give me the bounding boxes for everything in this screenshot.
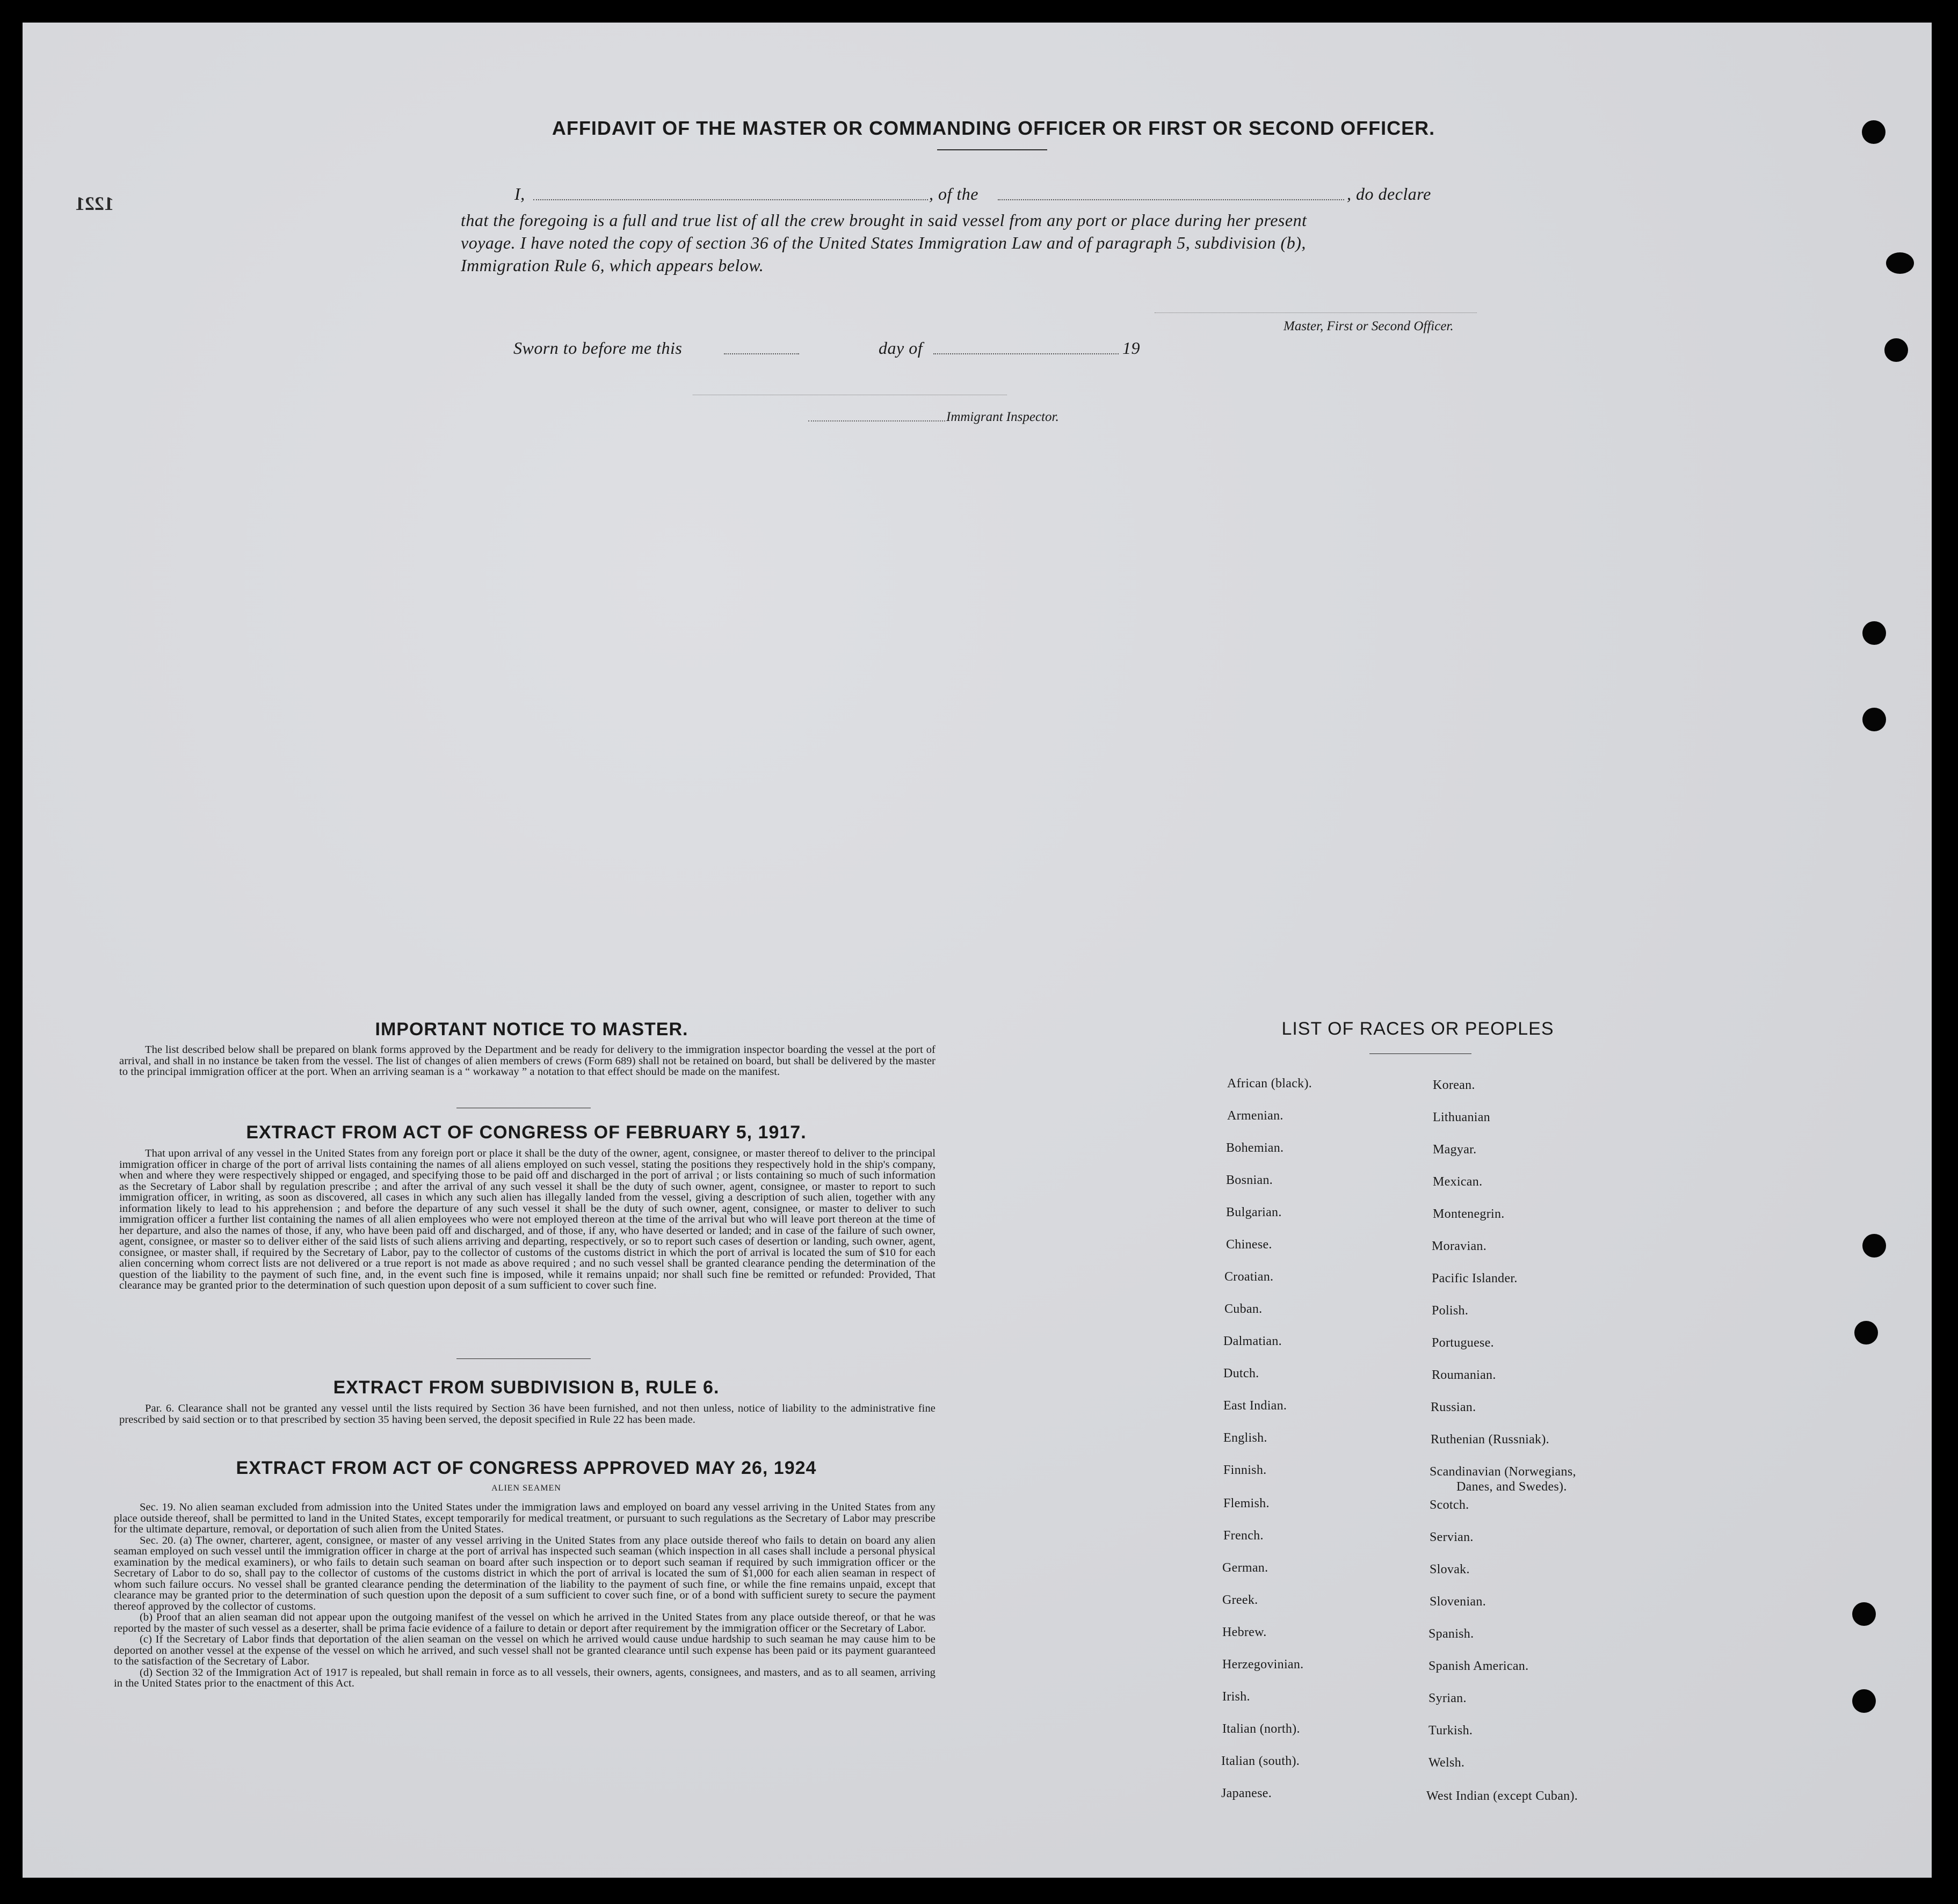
race-item: Pacific Islander. [1432, 1271, 1518, 1285]
race-item: Greek. [1222, 1593, 1258, 1607]
race-item: Turkish. [1428, 1724, 1473, 1738]
day-of-label: day of [879, 338, 923, 358]
race-item: Slovak. [1430, 1563, 1470, 1576]
race-item: Mexican. [1433, 1175, 1483, 1189]
race-item: Italian (north). [1222, 1722, 1300, 1736]
race-item: Armenian. [1227, 1109, 1283, 1123]
punch-hole [1852, 1602, 1876, 1626]
race-item: Spanish American. [1428, 1659, 1529, 1673]
race-item: Slovenian. [1430, 1595, 1486, 1609]
punch-hole [1854, 1321, 1878, 1345]
race-item: Japanese. [1221, 1786, 1272, 1800]
race-item: Cuban. [1224, 1302, 1263, 1316]
affidavit-declaration-line [461, 184, 1519, 206]
sworn-month-field[interactable] [933, 353, 1119, 354]
race-item: French. [1223, 1529, 1264, 1543]
race-item: Croatian. [1224, 1270, 1274, 1284]
race-item: Danes, and Swedes). [1456, 1480, 1567, 1494]
alien-seamen-subheading: ALIEN SEAMEN [491, 1484, 561, 1493]
notice-heading: IMPORTANT NOTICE TO MASTER. [375, 1019, 688, 1040]
punch-hole [1862, 621, 1886, 645]
affidavit-line-3: voyage. I have noted the copy of section 36 of the United States Immigration Law and of paragraph 5, subdivision (b), [461, 233, 1306, 252]
extract-1917-text: That upon arrival of any vessel in the United States from any foreign port or place it shall be the duty of the owner, agent, consignee, or master thereof to deliver to the principal immigration officer in charge of the port of arrival lists containing the names of all aliens employed on such vessel, stating the positions they respectively hold in the ship's company, when and where they were respectively shipped or engaged, and specifying those to be paid off and discharged in the port of arrival ; or lists containing so much of such information as the Secretary of Labor shall by regulation prescribe ; and after the arrival of any such vessel it shall be the duty of such owner, agent, consignee, or master to report to such immigration officer, in writing, as soon as discovered, all cases in which any such alien has illegally landed from the vessel, giving a description of such alien, together with any information likely to lead to his apprehension ; and before the departure of any such vessel it shall be the duty of such owner, agent, consignee, or master to deliver to such immigration officer a further list containing the names of all alien employees who were not employed thereon at the time of the arrival but who will leave port thereon at the time of her departure, and also the names of those, if any, who have been paid off and discharged, and of those, if any, who have deserted or landed; and in case of the failure of such owner, agent, consignee, or master so to deliver either of the said lists of such aliens arriving and departing, respectively, or so to report such cases of desertion or landing, such owner, agent, consignee, or master shall, if required by the Secretary of Labor, pay to the collector of customs of the customs district in which the port of arrival is located the sum of $10 for each alien concerning whom correct lists are not delivered or a true report is not made as above required ; and no such vessel shall be granted clearance pending the determination of the question of the liability to the payment of such fine, and, in the event such fine is imposed, while it remains unpaid; nor shall such fine be remitted or refunded: Provided, That clearance may be granted prior to the determination of such question upon deposit of a sum sufficient to cover such fine. [119, 1147, 936, 1291]
race-item: Bulgarian. [1226, 1205, 1282, 1219]
race-item: Finnish. [1223, 1463, 1267, 1477]
extract-rule6-heading: EXTRACT FROM SUBDIVISION B, RULE 6. [333, 1377, 720, 1398]
race-item: Scandinavian (Norwegians, [1430, 1465, 1576, 1479]
race-item: Syrian. [1428, 1691, 1467, 1705]
section-rule [456, 1358, 591, 1359]
race-item: Chinese. [1226, 1238, 1272, 1252]
race-item: Roumanian. [1432, 1368, 1496, 1382]
race-item: African (black). [1227, 1077, 1312, 1091]
race-item: German. [1222, 1561, 1268, 1575]
punch-hole [1862, 1234, 1886, 1258]
extract-rule6-body [119, 1403, 936, 1425]
extract-1917-body [119, 1148, 936, 1291]
sec20b-text: (b) Proof that an alien seaman did not appear upon the outgoing manifest of the vessel on which he arrived in the United States from any place outside thereof, or that he was reported by the master of such vessel as a deserter, shall be prima facie evidence of a failure to detain or deport after requirement by the immigration officer or the Secretary of Labor. [114, 1611, 936, 1634]
punch-hole [1886, 252, 1914, 274]
punch-hole [1884, 338, 1908, 362]
race-item: Montenegrin. [1433, 1207, 1505, 1221]
race-item: Welsh. [1428, 1756, 1465, 1770]
race-item: Russian. [1431, 1400, 1476, 1414]
declare-label: , do declare [1347, 184, 1431, 204]
race-item: Bohemian. [1226, 1141, 1284, 1155]
title-rule [937, 149, 1047, 150]
master-caption: Master, First or Second Officer. [1283, 319, 1454, 333]
sworn-line [461, 338, 1519, 360]
sworn-year: 19 [1122, 338, 1140, 358]
extract-rule6-text: Par. 6. Clearance shall not be granted any vessel until the lists required by Section 36 have been furnished, and not then unless, notice of liability to the administrative fine prescribed by said section or to that prescribed by section 35 having been served, the deposit specified in Rule 22 has been made. [119, 1402, 936, 1426]
sworn-day-field[interactable] [724, 353, 799, 354]
race-item: Portuguese. [1432, 1336, 1494, 1350]
sec20d-text: (d) Section 32 of the Immigration Act of 1917 is repealed, but shall remain in force as to all vessels, their owners, agents, consignees, and masters, and as to all seamen, arriving in the United States prior to the enactment of this Act. [114, 1666, 936, 1689]
race-item: Moravian. [1432, 1239, 1487, 1253]
race-item: Hebrew. [1222, 1625, 1267, 1639]
extract-1917-heading: EXTRACT FROM ACT OF CONGRESS OF FEBRUARY 5, 1917. [246, 1122, 807, 1143]
race-item: Spanish. [1428, 1627, 1474, 1641]
inspector-caption: Immigrant Inspector. [946, 410, 1059, 424]
declarant-prefix: I, [514, 184, 525, 204]
extract-1924-heading: EXTRACT FROM ACT OF CONGRESS APPROVED MAY 26, 1924 [236, 1458, 817, 1478]
extract-1924-body [114, 1502, 936, 1689]
notice-body [119, 1044, 936, 1078]
affidavit-line-2: that the foregoing is a full and true list of all the crew brought in said vessel from any port or place during her present [461, 210, 1307, 230]
vessel-name-field[interactable] [998, 199, 1344, 200]
race-item: Flemish. [1223, 1496, 1270, 1510]
race-item: Lithuanian [1433, 1110, 1490, 1124]
sec20c-text: (c) If the Secretary of Labor finds that deportation of the alien seaman on the vessel on which he arrived would cause undue hardship to such seaman he may cause him to be deported on another vessel at the expense of the vessel on which he arrived, and such vessel shall not be granted clearance until such expense has been paid or its payment guaranteed to the satisfaction of the Secretary of Labor. [114, 1633, 936, 1667]
race-item: Scotch. [1430, 1498, 1469, 1512]
race-item: Magyar. [1433, 1143, 1477, 1157]
race-item: Polish. [1432, 1304, 1469, 1318]
race-item: East Indian. [1223, 1399, 1287, 1413]
punch-hole [1852, 1689, 1876, 1713]
affidavit-line-4: Immigration Rule 6, which appears below. [461, 256, 764, 275]
race-item: Korean. [1433, 1078, 1475, 1092]
race-item: Dalmatian. [1223, 1334, 1282, 1348]
margin-stamp: 1221 [75, 193, 114, 214]
of-the-label: , of the [929, 184, 978, 204]
race-item: Bosnian. [1226, 1173, 1273, 1187]
notice-text: The list described below shall be prepared on blank forms approved by the Department and be ready for delivery to the immigration inspector boarding the vessel at the port of arrival, and shall in no instance be taken from the vessel. The list of changes of alien members of crews (Form 689) shall not be retained on board, but shall be delivered by the master to the principal immigration officer at the port. When an arriving seaman is a “ workaway ” a notation to that effect should be made on the manifest. [119, 1044, 936, 1078]
sec20a-text: Sec. 20. (a) The owner, charterer, agent, consignee, or master of any vessel arriving in the United States from any place outside thereof who fails to detain on board any alien seaman employed on such vessel until the immigration officer in charge at the port of arrival has inspected such seaman (which inspection in all cases shall include a personal physical examination by the medical examiners), or who fails to detain such seaman on board after such inspection or to deport such seaman if required by such immigration officer or the Secretary of Labor to do so, shall pay to the collector of customs of the customs district in which the port of arrival is located the sum of $1,000 for each alien seaman in respect of whom such failure occurs. No vessel shall be granted clearance pending the determination of the liability to the payment of such fine, or while the fine remains unpaid, except that clearance may be granted prior to the determination of such question upon the deposit of a sum sufficient to cover such fine, or of a bond with sufficient surety to secure the payment thereof approved by the collector of customs. [114, 1534, 936, 1612]
punch-hole [1862, 120, 1886, 144]
race-item: Irish. [1222, 1690, 1250, 1704]
race-item: West Indian (except Cuban). [1426, 1789, 1578, 1803]
races-title: LIST OF RACES OR PEOPLES [1281, 1019, 1554, 1039]
sec19-text: Sec. 19. No alien seaman excluded from admission into the United States under the immigration laws and employed on board any vessel arriving in the United States from any place outside thereof, shall be permitted to land in the United States, except temporarily for medical treatment, or pursuant to such regulations as the Secretary of Labor may prescribe for the ultimate departure, removal, or deportation of such alien from the United States. [114, 1501, 936, 1535]
declarant-name-field[interactable] [533, 199, 928, 200]
affidavit-title: AFFIDAVIT OF THE MASTER OR COMMANDING OFFICER OR FIRST OR SECOND OFFICER. [552, 117, 1435, 139]
race-item: English. [1223, 1431, 1267, 1445]
race-item: Herzegovinian. [1222, 1658, 1304, 1672]
punch-hole [1862, 708, 1886, 731]
race-item: Dutch. [1223, 1367, 1259, 1380]
inspector-dotted-lead [808, 420, 945, 422]
race-item: Ruthenian (Russniak). [1431, 1433, 1549, 1447]
races-rule [1369, 1053, 1471, 1054]
sworn-prefix: Sworn to before me this [513, 338, 683, 358]
race-item: Servian. [1430, 1530, 1474, 1544]
race-item: Italian (south). [1221, 1754, 1300, 1768]
